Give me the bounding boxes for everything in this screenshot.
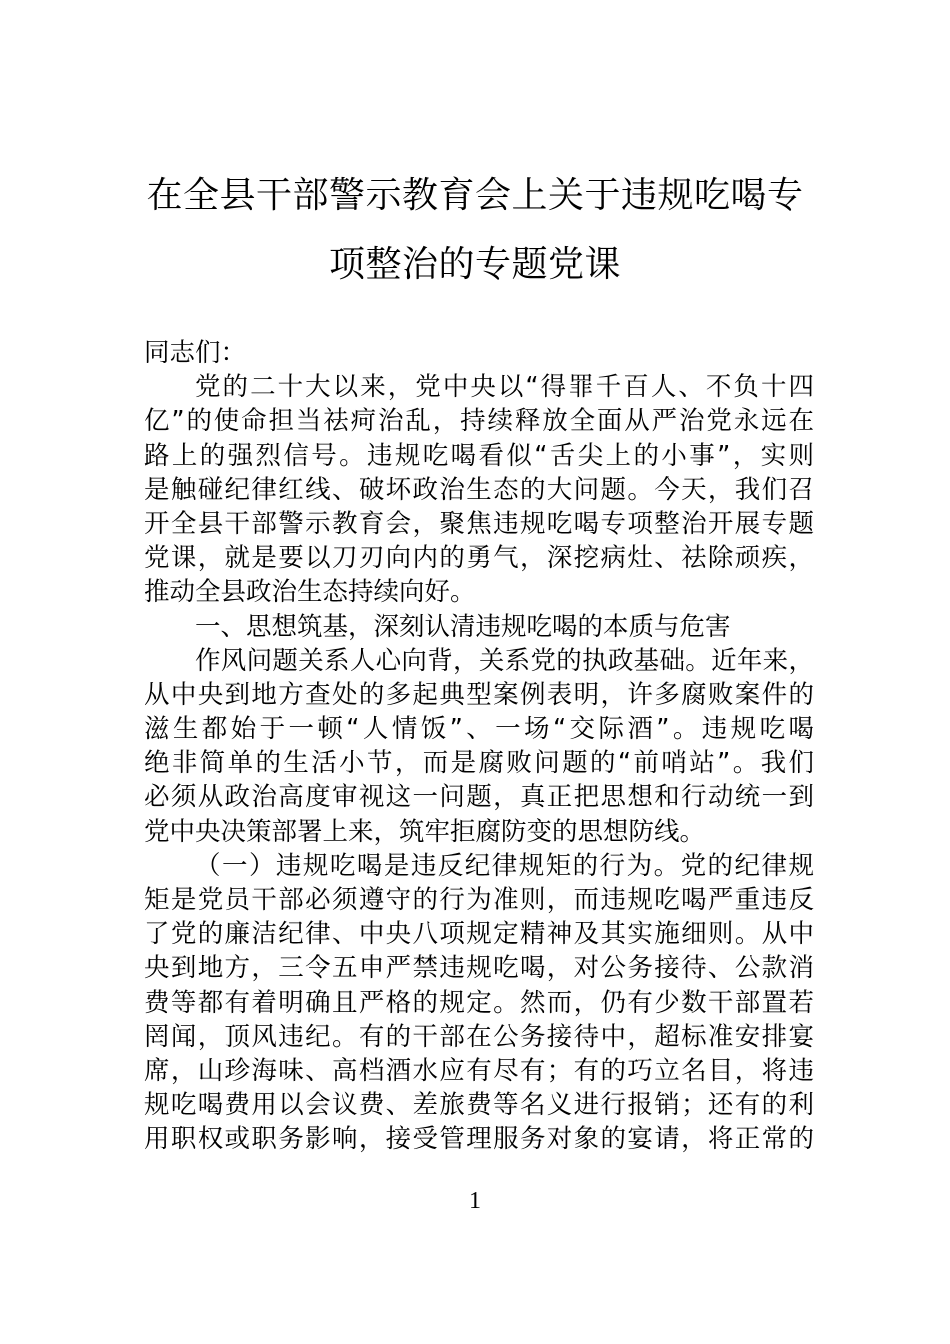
body-text-line: 必须从政治高度审视这一问题，真正把思想和行动统一到: [144, 782, 814, 813]
document-title-line-1: 在全县干部警示教育会上关于违规吃喝专: [146, 175, 804, 216]
body-text-line: 从中央到地方查处的多起典型案例表明，许多腐败案件的: [144, 679, 814, 710]
body-text-line: 规吃喝费用以会议费、差旅费等名义进行报销；还有的利: [144, 1090, 814, 1121]
body-text-line: 用职权或职务影响，接受管理服务对象的宴请，将正常的: [144, 1124, 814, 1155]
body-text-line: 罔闻，顶风违纪。有的干部在公务接待中，超标准安排宴: [144, 1021, 814, 1052]
body-text-line: 费等都有着明确且严格的规定。然而，仍有少数干部置若: [144, 987, 814, 1018]
body-text-line: 党课，就是要以刀刃向内的勇气，深挖病灶、祛除顽疾，: [144, 543, 814, 574]
body-text-line: 滋生都始于一顿“人情饭”、一场“交际酒”。违规吃喝: [144, 714, 814, 745]
body-text-line: 开全县干部警示教育会，聚焦违规吃喝专项整治开展专题: [144, 508, 814, 539]
body-text-line: 路上的强烈信号。违规吃喝看似“舌尖上的小事”，实则: [144, 440, 814, 471]
body-text-line: 矩是党员干部必须遵守的行为准则，而违规吃喝严重违反: [144, 885, 814, 915]
body-text-line: 是触碰纪律红线、破坏政治生态的大问题。今天，我们召: [144, 474, 814, 505]
body-text-line: 亿”的使命担当祛疴治乱，持续释放全面从严治党永远在: [144, 406, 814, 437]
body-text-line: 了党的廉洁纪律、中央八项规定精神及其实施细则。从中: [144, 919, 814, 950]
body-text-line: 绝非简单的生活小节，而是腐败问题的“前哨站”。我们: [144, 748, 814, 779]
body-text-line: 一、思想筑基，深刻认清违规吃喝的本质与危害: [195, 611, 731, 642]
document-title-line-2: 项整治的专题党课: [328, 244, 621, 285]
body-text-line: 席，山珍海味、高档酒水应有尽有；有的巧立名目，将违: [144, 1055, 814, 1086]
page-number: 1: [469, 1188, 481, 1214]
body-text-line: 央到地方，三令五申严禁违规吃喝，对公务接待、公款消: [144, 953, 814, 984]
body-text-line: 同志们：: [144, 338, 247, 368]
body-text-line: 作风问题关系人心向背，关系党的执政基础。近年来，: [195, 645, 814, 676]
body-text-line: 党中央决策部署上来，筑牢拒腐防变的思想防线。: [144, 816, 706, 847]
body-text-line: （一）违规吃喝是违反纪律规矩的行为。党的纪律规: [195, 850, 814, 881]
document-body: [144, 336, 814, 1157]
body-text-line: 党的二十大以来，党中央以“得罪千百人、不负十四: [195, 372, 814, 403]
body-text-line: 推动全县政治生态持续向好。: [144, 577, 476, 608]
